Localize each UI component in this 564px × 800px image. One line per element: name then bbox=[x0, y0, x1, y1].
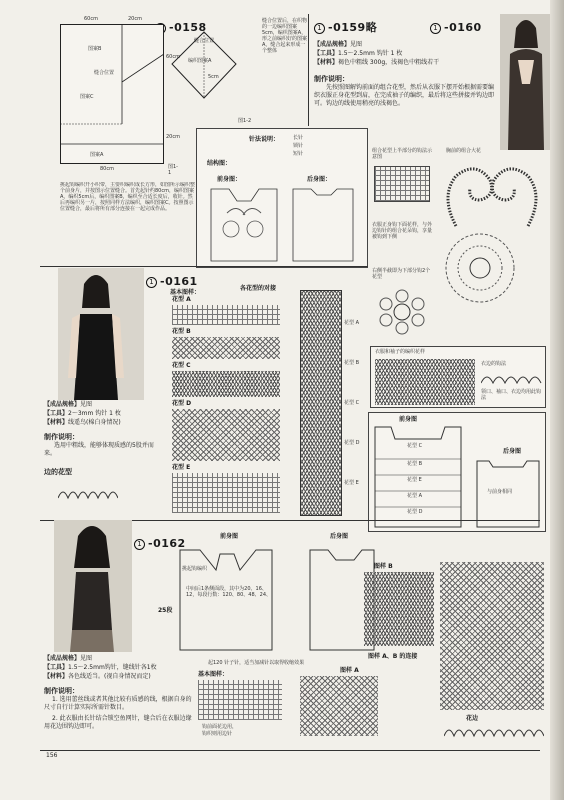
item-0161-front-view: 前身图 bbox=[399, 416, 418, 423]
front-label: 前身图： bbox=[217, 176, 242, 183]
item-0162-method-label: 制作说明： bbox=[44, 687, 79, 695]
item-0158-schematic bbox=[60, 16, 180, 176]
item-0161-number: 1 bbox=[146, 277, 157, 288]
pattern-label-c: 花型 C bbox=[172, 362, 191, 369]
edge-scallop bbox=[481, 371, 543, 385]
item-0161-basic-pattern: 基本图样： bbox=[170, 289, 201, 296]
pattern-chart-d bbox=[172, 409, 280, 461]
item-0159-method-label: 制作说明： bbox=[314, 75, 349, 83]
edge-note-2: 领口、袖口、衣边均用此钩法 bbox=[481, 389, 542, 401]
flower-motif-small bbox=[372, 284, 432, 340]
item-0162-method-step-1: 1. 选用蕾丝线或者其他比较有质感的线，根据自身的尺寸自行计算实际所需针数目。 bbox=[44, 696, 192, 711]
strip-label-d: 花型 D bbox=[344, 440, 360, 446]
item-0162-spec-value: 见图 bbox=[80, 655, 93, 662]
item-0161-tools-label: 【工具】 bbox=[44, 410, 69, 417]
item-0162-rows-label: 25段 bbox=[158, 607, 173, 614]
item-0160-header bbox=[430, 16, 482, 35]
hem-note: 衣服和袖子的编织花样 bbox=[375, 349, 426, 355]
item-0162-number: 1 bbox=[134, 539, 145, 550]
flower-motif-large bbox=[440, 228, 520, 308]
front-row-2: 花型 E bbox=[407, 477, 422, 483]
item-0161-tools-value: 2～3mm 钩针 1 枚 bbox=[68, 410, 121, 417]
item-0158-code: -0158 bbox=[169, 21, 207, 34]
item-0162-photo bbox=[54, 520, 132, 652]
item-0162-ab-join-chart bbox=[440, 562, 544, 710]
pattern-chart-b bbox=[172, 337, 280, 359]
item-0162-edge-scallop bbox=[444, 724, 544, 738]
joining-strip-chart bbox=[300, 290, 342, 516]
book-spine-shadow bbox=[550, 0, 564, 800]
item-0160-structure-box bbox=[196, 128, 368, 268]
item-0162-method-step-2: 2. 此衣服由长针结合锁空鱼网针，缝合后在衣服边缘用花边围钩边即可。 bbox=[44, 715, 192, 730]
item-0162-pattern-a: 图样 A bbox=[340, 667, 359, 674]
stitch-title: 针法说明： bbox=[249, 136, 280, 143]
item-0162-chart-note-1: 挑起钩编织 bbox=[182, 566, 208, 572]
item-0162-basic-pattern: 基本图样： bbox=[198, 671, 229, 678]
item-0161-header bbox=[146, 270, 198, 289]
item-0162-edge-label: 花边 bbox=[466, 715, 479, 722]
item-0158-side-note: 缝合位置后，在织物的一边编织图案5cm，编织图案A，形之前编织好的图案A，缝合起来形成一个整体 bbox=[262, 18, 308, 54]
pattern-label-e: 花型 E bbox=[172, 464, 191, 471]
item-0159-code: -0159 bbox=[328, 21, 366, 34]
item-0159-tools-label: 【工具】 bbox=[314, 50, 339, 57]
item-0162-specs bbox=[44, 654, 194, 731]
item-0161-code: -0161 bbox=[160, 275, 198, 288]
divider-vertical-top bbox=[308, 14, 309, 126]
item-0159-tools-value: 1.5～2.5mm 钩针 1 枚 bbox=[338, 50, 403, 57]
page-number: 156 bbox=[46, 752, 58, 759]
front-back-shapes bbox=[207, 185, 357, 265]
item-0162-spec-label: 【成品规格】 bbox=[44, 655, 81, 662]
item-0162-front-view: 前身图 bbox=[220, 533, 239, 540]
model-figure-0162 bbox=[54, 520, 132, 652]
item-0158-fig2-label: 图1-2 bbox=[238, 118, 252, 124]
item-0161-material-value: 线遥鸟(棉白身情况) bbox=[68, 419, 121, 426]
item-0162-pattern-b-chart bbox=[364, 572, 434, 646]
schematic-pattern-a: 图案A bbox=[90, 152, 104, 158]
item-0159-header bbox=[314, 16, 377, 35]
item-0162-tools-value: 1.5～2.5mm钩针，缝线针各1枚 bbox=[68, 664, 157, 671]
stitch-item-1: 锁针 bbox=[293, 143, 304, 149]
diamond-dim-label: 5cm bbox=[208, 74, 219, 80]
motif-note-2: 衣服正身钩下面花样，与外边钩针的组合花朵钩，享量被钩到下侧 bbox=[372, 222, 433, 240]
front-row-1: 花型 B bbox=[407, 461, 423, 467]
schematic-dim-bottom: 20cm bbox=[166, 134, 180, 140]
divider-horizontal-0161 bbox=[40, 266, 368, 267]
item-0159-number: 1 bbox=[314, 23, 325, 34]
item-0159-code-suffix: 略 bbox=[365, 21, 378, 34]
item-0162-bottom-note: 起120 针子针，适当加减针以取得收缩效果 bbox=[208, 660, 305, 666]
item-0159-material-value: 褐色中粗线 300g，浅褐色中粗线若干 bbox=[338, 59, 440, 66]
item-0162-basic-note-2: 钩织则用边针 bbox=[202, 731, 233, 737]
item-0162-tools-label: 【工具】 bbox=[44, 664, 69, 671]
model-figure-0159 bbox=[500, 14, 550, 150]
item-0162-material-label: 【材料】 bbox=[44, 673, 69, 680]
item-0161-method-label: 制作说明： bbox=[44, 433, 79, 441]
diamond-seam-label: 缝合位置 bbox=[194, 38, 215, 44]
motif-grid-chart bbox=[374, 166, 430, 202]
schematic-dim-bottom-full: 80cm bbox=[100, 166, 114, 172]
item-0161-back-same: 与前身相同 bbox=[487, 489, 513, 495]
item-0162-pattern-a-chart bbox=[300, 676, 378, 736]
motif-note: 组合花型上半部分的钩法示意图 bbox=[372, 148, 433, 160]
paisley-motif bbox=[436, 156, 548, 236]
schematic-fig-label: 图1-1 bbox=[168, 164, 178, 176]
item-0162-pattern-b: 图样 B bbox=[374, 563, 393, 570]
item-0162-material-value: 各色线适当。(视自身情况而定) bbox=[68, 673, 151, 680]
item-0161-back-view: 后身图 bbox=[503, 448, 522, 455]
schematic-pattern-b: 图案B bbox=[88, 46, 102, 52]
item-0158-diagram-diamond bbox=[168, 28, 240, 108]
front-row-4: 花型 D bbox=[407, 509, 423, 515]
pattern-label-d: 花型 D bbox=[172, 400, 192, 407]
stitch-item-0: 长针 bbox=[293, 135, 304, 141]
item-0161-joining: 各花型的对接 bbox=[240, 285, 277, 292]
item-0161-material-label: 【材料】 bbox=[44, 419, 69, 426]
motif-big-label: 胸前的组合大花 bbox=[446, 148, 482, 154]
item-0159-specs bbox=[314, 40, 494, 108]
item-0159-spec-value: 见图 bbox=[350, 41, 363, 48]
front-row-3: 花型 A bbox=[407, 493, 423, 499]
motif-grid-small bbox=[370, 148, 436, 218]
item-0161-edge-label: 边的花型 bbox=[44, 468, 72, 476]
schematic-dim-top-left: 60cm bbox=[84, 16, 98, 22]
item-0161-specs bbox=[44, 400, 164, 477]
item-0161-edge-scallop bbox=[58, 486, 118, 500]
pattern-chart-c bbox=[172, 371, 280, 397]
item-0162-basic-chart bbox=[198, 680, 282, 720]
motif-note-3: 右侧半截即为下部分钩2个花型 bbox=[372, 268, 431, 280]
diamond-pattern-label: 编织图案A bbox=[188, 58, 212, 64]
front-row-0: 花型 C bbox=[407, 443, 423, 449]
item-0162-chart-note-2: 中间后1条侧面段，其中为20、16、12，每段行数：120、80、48、24、 bbox=[186, 586, 271, 598]
pattern-label-b: 花型 B bbox=[172, 328, 191, 335]
hem-chart bbox=[375, 359, 475, 405]
model-figure-0161 bbox=[58, 268, 144, 400]
page-footer-rule bbox=[40, 750, 540, 751]
item-0159-method-text: 先按照图解钩前面的组合花型，然后从衣服下摆开始根据需要编织衣服正身花型到肩，在完成袖子的编织，最后将这些拼接并钩边即可。钩边的线使用稍亮的浅褐色。 bbox=[314, 84, 495, 107]
structure-title: 结构图： bbox=[207, 160, 232, 167]
item-0161-spec-value: 见图 bbox=[80, 401, 93, 408]
item-0162-ab-join: 图样 A、B 的连接 bbox=[368, 653, 418, 660]
schematic-seam: 缝合位置 bbox=[94, 70, 115, 76]
item-0159-spec-label: 【成品规格】 bbox=[314, 41, 351, 48]
item-0159-photo bbox=[500, 14, 550, 150]
strip-label-a: 花型 A bbox=[344, 320, 360, 326]
schematic-pattern-c: 图案C bbox=[80, 94, 94, 100]
strip-label-b: 花型 B bbox=[344, 360, 360, 366]
item-0162-basic-note-1: 钩前面花边用， bbox=[202, 724, 238, 730]
item-0160-number: 1 bbox=[430, 23, 441, 34]
item-0162-back-view: 后身图 bbox=[330, 533, 349, 540]
item-0161-spec-label: 【成品规格】 bbox=[44, 401, 81, 408]
stitch-item-2: 短针 bbox=[293, 151, 304, 157]
pattern-chart-a bbox=[172, 305, 280, 325]
hem-pattern-box bbox=[370, 346, 546, 408]
schematic-dim-side: 60cm bbox=[166, 54, 180, 60]
strip-label-c: 花型 C bbox=[344, 400, 360, 406]
item-0161-method-text: 选用中粗线，能够体现质感的5股并而来。 bbox=[44, 442, 154, 457]
item-0161-views-box bbox=[368, 412, 546, 532]
item-0158-instructions: 挑起钩编织开小织带，主要织编织成长方形，如图所示编织整个前身片，并按图示位置缝合。首先起针约80cm，编织图案A，编织5cm后，编织图案B，编织至合适长度后，收针。然后再编织另一片，按照同样方法编织，编织图案C。按照图示位置缝合，最后将所有部分连接在一起完成作品。 bbox=[60, 182, 196, 212]
schematic-dim-top-right: 20cm bbox=[128, 16, 142, 22]
item-0159-material-label: 【材料】 bbox=[314, 59, 339, 66]
item-0162-garment-shapes bbox=[160, 540, 380, 660]
item-0161-joining-strip bbox=[300, 290, 366, 516]
pattern-chart-e bbox=[172, 473, 280, 513]
schematic-lines bbox=[60, 24, 164, 164]
item-0161-photo bbox=[58, 268, 144, 400]
item-0162-code: -0162 bbox=[148, 537, 186, 550]
strip-label-e: 花型 E bbox=[344, 480, 359, 486]
back-label: 后身图： bbox=[307, 176, 332, 183]
edge-note: 衣边的钩法 bbox=[481, 361, 507, 367]
item-0161-pattern-stack bbox=[168, 296, 284, 516]
pattern-label-a: 花型 A bbox=[172, 296, 191, 303]
item-0160-code: -0160 bbox=[444, 21, 482, 34]
